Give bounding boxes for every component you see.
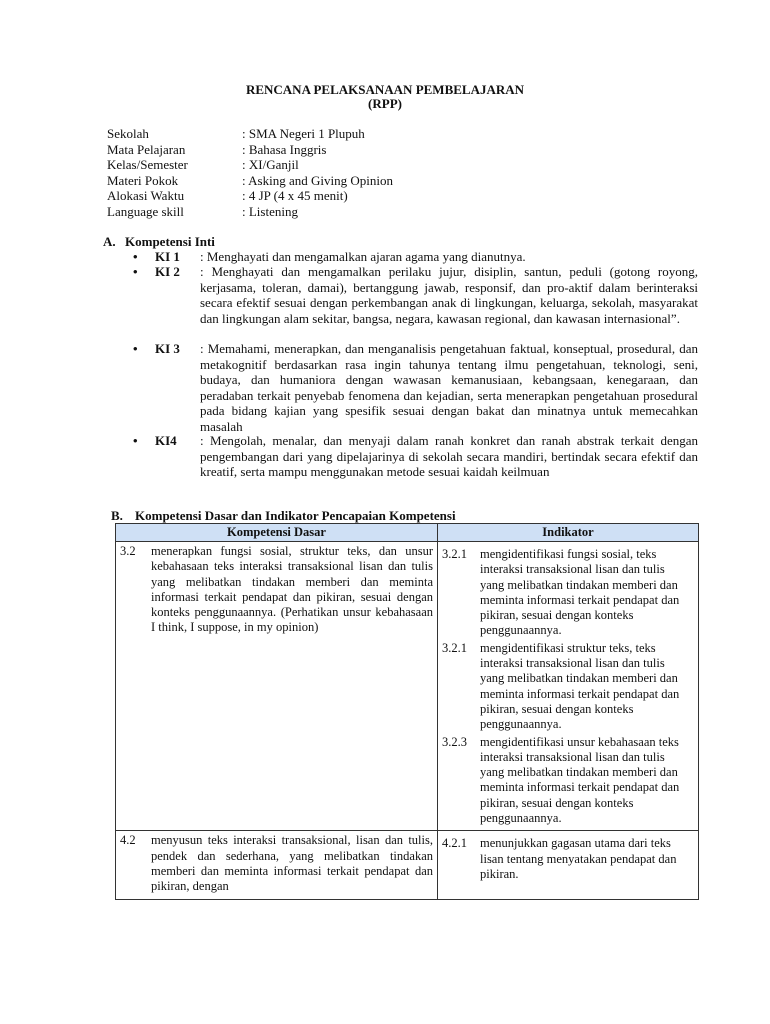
identity-block: [107, 126, 393, 220]
table-row: [116, 542, 699, 831]
column-header-indicator: Indikator: [438, 524, 699, 542]
indicator-text: mengidentifikasi unsur kebahasaan teks interaksi transaksional lisan dan tulis yang melibatkan tindakan memberi dan meminta informasi terkait pendapat dan pikiran, sesuai dengan konteks penggunaannya.: [480, 734, 680, 826]
section-a-heading: [103, 234, 215, 250]
ki-item: [133, 341, 698, 434]
bullet-icon: •: [133, 433, 138, 448]
kd-text: menerapkan fungsi sosial, struktur teks, dan unsur kebahasaan teks interaksi transaksional lisan dan tulis yang melibatkan tindakan memberi dan meminta informasi terkait pendapat dan pikiran, sesuai dengan konteks penggunaannya. (Perhatikan unsur kebahasaan I think, I suppose, in my opinion): [151, 544, 433, 635]
ki-item: [133, 249, 698, 265]
info-label: Language skill: [107, 203, 184, 219]
section-letter: A.: [103, 234, 116, 249]
bullet-icon: •: [133, 264, 138, 279]
indicator-number: 3.2.1: [442, 640, 467, 655]
indicator-cell: [438, 542, 699, 831]
indicator-number: 3.2.3: [442, 734, 467, 749]
ki-text: : Menghayati dan mengamalkan perilaku jujur, disiplin, santun, peduli (gotong royong, kerjasama, toleran, damai), bertanggung jawab, responsif, dan pro-aktif dalam berinteraksi secara efektif sesuai dengan perkembangan anak di lingkungan, keluarga, sekolah, masyarakat dan lingkungan alam sekitar, bangsa, negara, kawasan regional, dan kawasan internasional”.: [200, 264, 698, 326]
document-subtitle: (RPP): [368, 96, 402, 111]
indicator-text: menunjukkan gagasan utama dari teks lisan tentang menyatakan pendapat dan pikiran.: [480, 836, 677, 881]
info-value: : SMA Negeri 1 Plupuh: [242, 126, 365, 141]
info-label: Kelas/Semester: [107, 157, 188, 173]
table-header-row: [116, 524, 699, 542]
info-label: Mata Pelajaran: [107, 141, 186, 157]
table-row: [116, 831, 699, 899]
info-value: : Listening: [242, 203, 298, 219]
bullet-icon: •: [133, 249, 138, 264]
info-label: Materi Pokok: [107, 172, 179, 188]
ki-text: : Menghayati dan mengamalkan ajaran agama yang dianutnya.: [200, 249, 526, 264]
bullet-icon: •: [133, 341, 138, 356]
info-label: Sekolah: [107, 126, 149, 141]
kd-number: 4.2: [120, 833, 136, 848]
ki-label: KI 2: [155, 264, 180, 279]
section-title: Kompetensi Dasar dan Indikator Pencapaian Kompetensi: [135, 508, 456, 523]
indicator-item: [438, 836, 698, 882]
kd-cell: [116, 831, 438, 899]
indicator-cell: [438, 831, 699, 899]
kd-text: menyusun teks interaksi transaksional, lisan dan tulis, pendek dan sederhana, yang melibatkan tindakan memberi dan meminta informasi terkait pendapat dan pikiran, dengan: [151, 833, 433, 894]
info-label: Alokasi Waktu: [107, 188, 185, 204]
info-row: [107, 142, 393, 158]
section-b-heading: [111, 508, 456, 524]
info-value: : 4 JP (4 x 45 menit): [242, 188, 348, 204]
competency-table: [115, 523, 699, 900]
indicator-item: [438, 641, 698, 733]
info-value: : XI/Ganjil: [242, 157, 299, 173]
ki-item: [133, 433, 698, 480]
document-title: RENCANA PELAKSANAAN PEMBELAJARAN: [245, 82, 525, 97]
section-letter: B.: [111, 508, 123, 523]
indicator-number: 3.2.1: [442, 547, 467, 561]
info-row: [107, 173, 393, 189]
indicator-text: mengidentifikasi struktur teks, teks interaksi transaksional lisan dan tulis yang melibatkan tindakan memberi dan meminta informasi terkait pendapat dan pikiran, sesuai dengan konteks penggunaannya.: [480, 640, 680, 732]
column-header-kd: Kompetensi Dasar: [116, 524, 438, 542]
info-value: : Bahasa Inggris: [242, 141, 327, 157]
ki-text: : Mengolah, menalar, dan menyaji dalam ranah konkret dan ranah abstrak terkait dengan pengembangan dari yang dipelajarinya di sekolah secara mandiri, bertindak secara efektif dan kreatif, serta mampu menggunakan metode sesuai kaidah keilmuan: [200, 433, 698, 479]
ki-text: : Memahami, menerapkan, dan menganalisis pengetahuan faktual, konseptual, prosedural, dan metakognitif berdasarkan rasa ingin tahunya tentang ilmu pengetahuan, teknologi, seni, budaya, dan humaniora dengan wawasan kemanusiaan, kebangsaan, kenegaraan, dan peradaban terkait penyebab fenomena dan kejadian, serta menerapkan pengetahuan prosedural pada bidang kajian yang spesifik sesuai dengan bakat dan minatnya untuk memecahkan masalah: [200, 341, 698, 434]
kd-cell: [116, 542, 438, 831]
info-row: [107, 157, 393, 173]
ki-label: KI 1: [155, 249, 180, 264]
ki-item: [133, 264, 698, 326]
info-value: : Asking and Giving Opinion: [242, 172, 393, 188]
info-row: [107, 188, 393, 204]
info-row: [107, 204, 393, 220]
indicator-number: 4.2.1: [442, 836, 467, 851]
ki-label: KI 3: [155, 341, 180, 356]
indicator-item: [438, 735, 698, 827]
info-row: [107, 126, 393, 142]
indicator-item: [438, 547, 698, 639]
indicator-text: mengidentifikasi fungsi sosial, teks interaksi transaksional lisan dan tulis yang melibatkan tindakan memberi dan meminta informasi terkait pendapat dan pikiran, sesuai dengan konteks penggunaannya.: [480, 547, 680, 638]
section-title: Kompetensi Inti: [125, 234, 215, 249]
ki-label: KI4: [155, 433, 177, 448]
kd-number: 3.2: [120, 544, 136, 558]
